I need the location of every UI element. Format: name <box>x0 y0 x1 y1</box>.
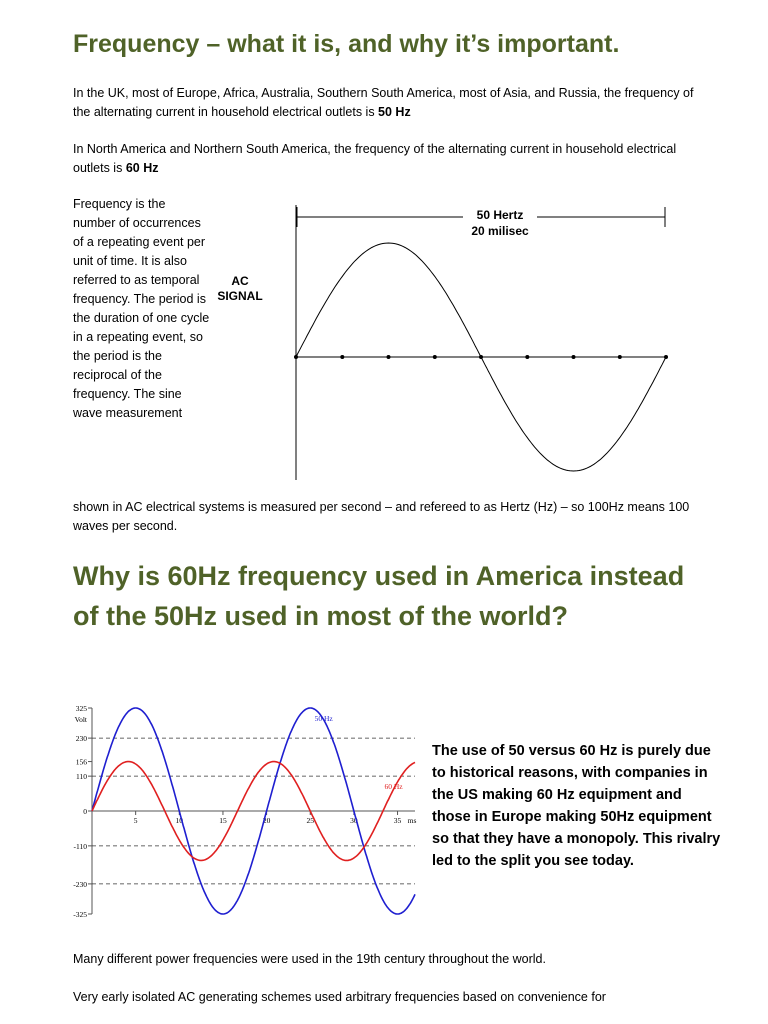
x-tick-label: 35 <box>393 816 402 825</box>
y-tick-label: -230 <box>73 879 87 889</box>
y-tick-label: 325 <box>75 704 87 713</box>
y-tick-label: 156 <box>75 757 87 767</box>
x-tick-label: 30 <box>350 816 358 825</box>
x-tick-label: 20 <box>262 816 271 825</box>
y-unit-label: Volt <box>74 715 87 724</box>
paragraph-19th-century: Many different power frequencies were used in the 19th century throughout the world. <box>73 952 546 966</box>
paragraph-early-ac: Very early isolated AC generating schemes used arbitrary frequencies based on convenience for <box>73 990 606 1004</box>
span-time-label: 20 milisec <box>471 224 529 238</box>
paragraph-50hz-regions <box>73 84 703 122</box>
ac-axis-dot <box>572 355 576 359</box>
voltage-frequency-chart <box>70 700 430 922</box>
y-tick-label: 230 <box>75 734 87 744</box>
ac-axis-dot <box>525 355 529 359</box>
x-unit-label: ms <box>407 816 417 825</box>
x-tick-label: 25 <box>306 816 314 825</box>
x-tick-label: 5 <box>133 816 138 825</box>
ac-axis-dot <box>387 355 391 359</box>
signal-label: SIGNAL <box>217 289 263 303</box>
ac-axis-dot <box>618 355 622 359</box>
series-label-60hz: 60 Hz <box>384 781 403 791</box>
y-tick-label: 110 <box>76 772 87 782</box>
paragraph-50hz-text: In the UK, most of Europe, Africa, Australia, Southern South America, most of Asia, and Russia, the frequency of the alternating current in household electrical outlets is <box>73 86 694 119</box>
x-tick-label: 15 <box>219 816 227 825</box>
paragraph-60hz-text: In North America and Northern South America, the frequency of the alternating current in household electrical outlets is <box>73 142 677 175</box>
frequency-definition-continued: shown in AC electrical systems is measured per second – and refereed to as Hertz (Hz) – so 100Hz means 100 waves per second. <box>73 500 690 533</box>
paragraph-60hz-value: 60 Hz <box>125 161 159 175</box>
y-tick-label: -325 <box>73 910 87 919</box>
ac-axis-dot <box>433 355 437 359</box>
paragraph-60hz-regions <box>73 140 703 178</box>
page-title: Frequency – what it is, and why it’s important. <box>73 30 620 58</box>
paragraph-50hz-value: 50 Hz <box>378 105 411 119</box>
ac-label: AC <box>231 274 249 288</box>
series-label-50hz: 50 Hz <box>314 714 333 723</box>
section-heading: Why is 60Hz frequency used in America instead of the 50Hz used in most of the world? <box>73 561 685 631</box>
span-hertz-label: 50 Hertz <box>476 208 524 222</box>
y-tick-label: -110 <box>73 841 87 851</box>
frequency-definition-text: Frequency is the number of occurrences of a repeating event per unit of time. It is also referred to as temporal frequency. The period is the duration of one cycle in a repeating event, so the period is the reciprocal of the frequency. The sine wave measurement <box>73 197 210 420</box>
x-tick-label: 10 <box>175 816 184 825</box>
ac-signal-figure <box>205 195 680 485</box>
ac-axis-dot <box>479 355 483 359</box>
ac-axis-dot <box>294 355 298 359</box>
ac-axis-dot <box>664 355 668 359</box>
ac-axis-dot <box>340 355 344 359</box>
y-tick-label: 0 <box>83 807 87 816</box>
historical-reason-text: The use of 50 versus 60 Hz is purely due to historical reasons, with companies in the US making 60 Hz equipment and those in Europe making 50Hz equipment so that they have a monopoly. This rivalry led to the split you see today. <box>432 743 721 869</box>
